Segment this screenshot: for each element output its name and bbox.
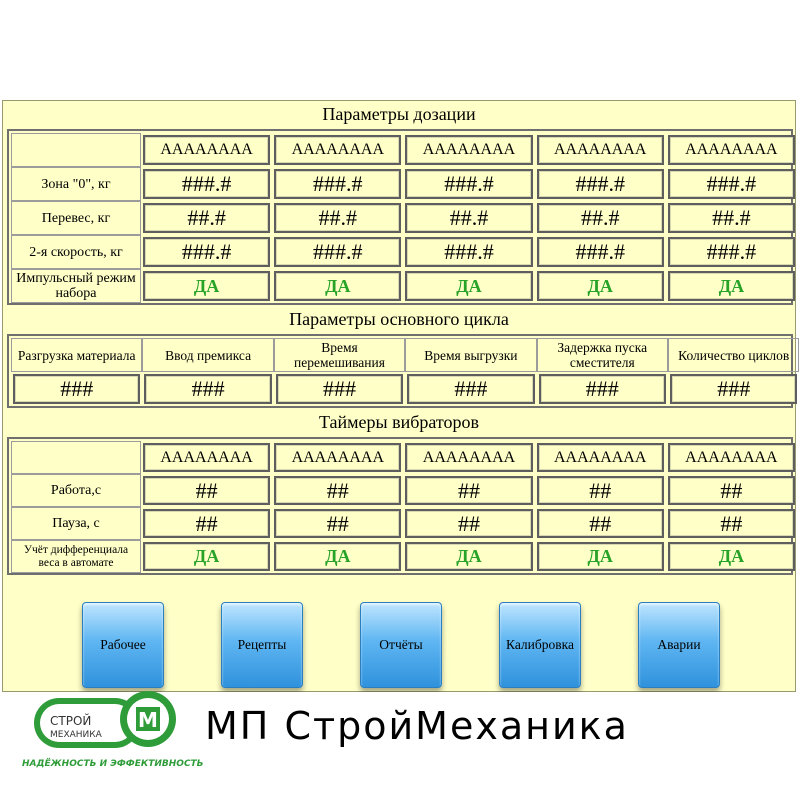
- pulse-mode-toggle[interactable]: ДА: [405, 271, 532, 301]
- dosing-value-field[interactable]: ###.#: [537, 169, 664, 199]
- logo-top-text: СТРОЙ: [50, 714, 92, 728]
- weight-diff-toggle[interactable]: ДА: [668, 542, 795, 571]
- dosing-value-field[interactable]: ###.#: [405, 237, 532, 267]
- weight-diff-toggle[interactable]: ДА: [405, 542, 532, 571]
- vibrator-column-header[interactable]: АААААААА: [537, 443, 664, 472]
- dosing-row-label: Импульсный режим набора: [11, 269, 141, 303]
- pulse-mode-toggle[interactable]: ДА: [274, 271, 401, 301]
- work-button[interactable]: Рабочее: [82, 602, 164, 688]
- cycle-column-header: Время выгрузки: [405, 338, 536, 372]
- vibrators-table: [7, 437, 793, 575]
- vibrator-value-field[interactable]: ##: [274, 476, 401, 505]
- dosing-column-header[interactable]: АААААААА: [668, 135, 795, 165]
- cycle-value-field[interactable]: ###: [276, 374, 403, 404]
- dosing-value-field[interactable]: ###.#: [668, 169, 795, 199]
- cycle-column-header: Количество циклов: [668, 338, 799, 372]
- dosing-value-field[interactable]: ###.#: [274, 237, 401, 267]
- logo-bottom-text: МЕХАНИКА: [50, 730, 102, 740]
- footer: [0, 692, 800, 800]
- alarms-button[interactable]: Аварии: [638, 602, 720, 688]
- cycle-table: [7, 334, 793, 408]
- brand-slogan: НАДЁЖНОСТЬ И ЭФФЕКТИВНОСТЬ: [22, 759, 204, 769]
- dosing-row-label: Зона "0", кг: [11, 167, 141, 201]
- vibrator-value-field[interactable]: ##: [143, 509, 270, 538]
- calibration-button[interactable]: Калибровка: [499, 602, 581, 688]
- weight-diff-toggle[interactable]: ДА: [143, 542, 270, 571]
- dosing-value-field[interactable]: ###.#: [143, 237, 270, 267]
- pulse-mode-toggle[interactable]: ДА: [143, 271, 270, 301]
- dosing-value-field[interactable]: ###.#: [274, 169, 401, 199]
- cycle-value-field[interactable]: ###: [13, 374, 140, 404]
- dosing-value-field[interactable]: ##.#: [274, 203, 401, 233]
- cycle-title: Параметры основного цикла: [289, 309, 509, 329]
- vibrator-row-label: Пауза, с: [11, 507, 141, 540]
- reports-button[interactable]: Отчёты: [360, 602, 442, 688]
- vibrator-value-field[interactable]: ##: [405, 476, 532, 505]
- pulse-mode-toggle[interactable]: ДА: [668, 271, 795, 301]
- vibrator-row-label: Работа,с: [11, 474, 141, 507]
- company-logo: [28, 690, 228, 760]
- dosing-row-label: 2-я скорость, кг: [11, 235, 141, 269]
- cycle-value-field[interactable]: ###: [670, 374, 797, 404]
- vibrator-row-label: Учёт дифференциала веса в автомате: [11, 540, 141, 573]
- pulse-mode-toggle[interactable]: ДА: [537, 271, 664, 301]
- dosing-column-header[interactable]: АААААААА: [143, 135, 270, 165]
- dosing-value-field[interactable]: ###.#: [143, 169, 270, 199]
- dosing-value-field[interactable]: ###.#: [668, 237, 795, 267]
- cycle-value-field[interactable]: ###: [144, 374, 271, 404]
- cycle-column-header: Разгрузка материала: [11, 338, 142, 372]
- vibrator-column-header[interactable]: АААААААА: [274, 443, 401, 472]
- cycle-value-field[interactable]: ###: [407, 374, 534, 404]
- vibrator-column-header[interactable]: АААААААА: [143, 443, 270, 472]
- vibrator-value-field[interactable]: ##: [537, 509, 664, 538]
- weight-diff-toggle[interactable]: ДА: [274, 542, 401, 571]
- hmi-panel: [2, 100, 796, 692]
- cycle-column-header: Задержка пуска сместителя: [537, 338, 668, 372]
- vibrator-column-header[interactable]: АААААААА: [668, 443, 795, 472]
- vibrator-value-field[interactable]: ##: [668, 476, 795, 505]
- dosing-title: Параметры дозации: [322, 104, 476, 124]
- dosing-column-header[interactable]: АААААААА: [405, 135, 532, 165]
- weight-diff-toggle[interactable]: ДА: [537, 542, 664, 571]
- dosing-row-label: Перевес, кг: [11, 201, 141, 235]
- dosing-corner-cell: [11, 133, 141, 167]
- vibrator-value-field[interactable]: ##: [274, 509, 401, 538]
- vibrator-value-field[interactable]: ##: [668, 509, 795, 538]
- vibrator-value-field[interactable]: ##: [143, 476, 270, 505]
- recipes-button[interactable]: Рецепты: [221, 602, 303, 688]
- cycle-value-field[interactable]: ###: [539, 374, 666, 404]
- cycle-column-header: Ввод премикса: [142, 338, 273, 372]
- cycle-column-header: Время перемешивания: [274, 338, 405, 372]
- vibrator-value-field[interactable]: ##: [537, 476, 664, 505]
- vibrators-title: Таймеры вибраторов: [318, 412, 480, 432]
- logo-mark: М: [138, 708, 158, 732]
- dosing-column-header[interactable]: АААААААА: [274, 135, 401, 165]
- dosing-value-field[interactable]: ##.#: [668, 203, 795, 233]
- vibrators-corner-cell: [11, 441, 141, 474]
- dosing-value-field[interactable]: ##.#: [143, 203, 270, 233]
- vibrator-value-field[interactable]: ##: [405, 509, 532, 538]
- brand-name: МП СтройМеханика: [205, 704, 629, 748]
- dosing-column-header[interactable]: АААААААА: [537, 135, 664, 165]
- dosing-value-field[interactable]: ###.#: [405, 169, 532, 199]
- dosing-value-field[interactable]: ##.#: [537, 203, 664, 233]
- dosing-value-field[interactable]: ##.#: [405, 203, 532, 233]
- vibrator-column-header[interactable]: АААААААА: [405, 443, 532, 472]
- dosing-value-field[interactable]: ###.#: [537, 237, 664, 267]
- dosing-table: [7, 129, 793, 305]
